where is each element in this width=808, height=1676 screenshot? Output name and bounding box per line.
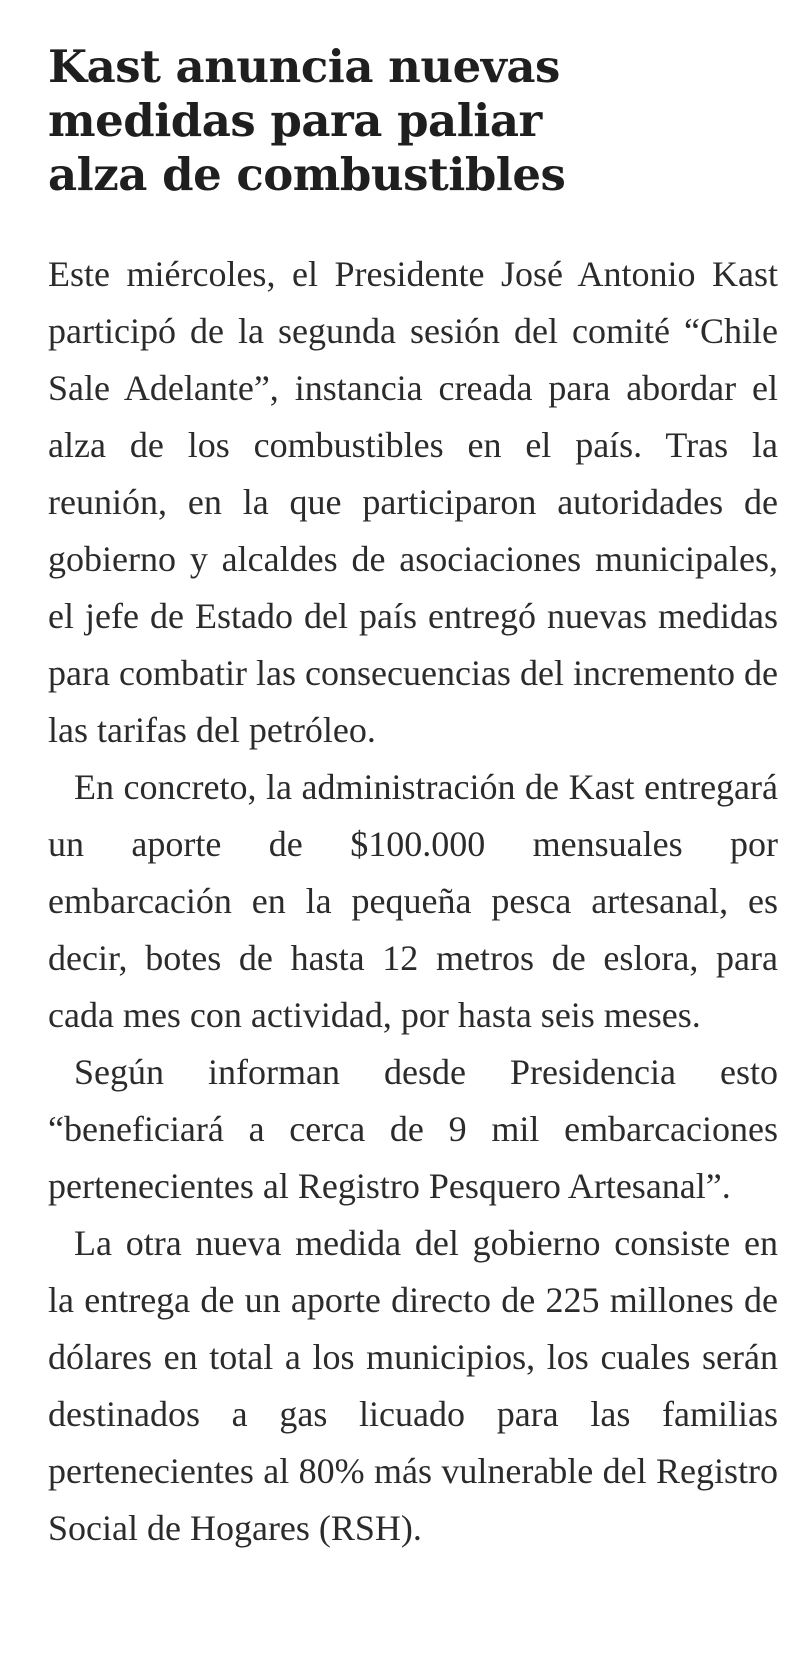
article-body bbox=[48, 246, 778, 1557]
paragraph-2: En concreto, la administración de Kast entregará un aporte de $100.000 mensuales por embarcación en la pequeña pesca artesanal, es decir, botes de hasta 12 metros de eslora, para cada mes con actividad, por hasta seis meses. bbox=[48, 767, 778, 1035]
paragraph-4: La otra nueva medida del gobierno consiste en la entrega de un aporte directo de 225 millones de dólares en total a los municipios, los cuales serán destinados a gas licuado para las familias pertenecientes al 80% más vulnerable del Registro Social de Hogares (RSH). bbox=[48, 1223, 778, 1548]
headline-line-2: medidas para paliar bbox=[48, 94, 542, 147]
paragraph-1: Este miércoles, el Presidente José Antonio Kast participó de la segunda sesión del comité “Chile Sale Adelante”, instancia creada para abordar el alza de los combustibles en el país. Tras la reunión, en la que participaron autoridades de gobierno y alcaldes de asociaciones municipales, el jefe de Estado del país entregó nuevas medidas para combatir las consecuencias del incremento de las tarifas del petróleo. bbox=[48, 254, 778, 750]
news-article bbox=[48, 40, 778, 1557]
headline-line-3: alza de combustibles bbox=[48, 148, 566, 201]
paragraph-3: Según informan desde Presidencia esto “beneficiará a cerca de 9 mil embarcaciones pertenecientes al Registro Pesquero Artesanal”. bbox=[48, 1052, 778, 1206]
headline bbox=[48, 40, 778, 202]
headline-line-1: Kast anuncia nuevas bbox=[48, 40, 560, 93]
